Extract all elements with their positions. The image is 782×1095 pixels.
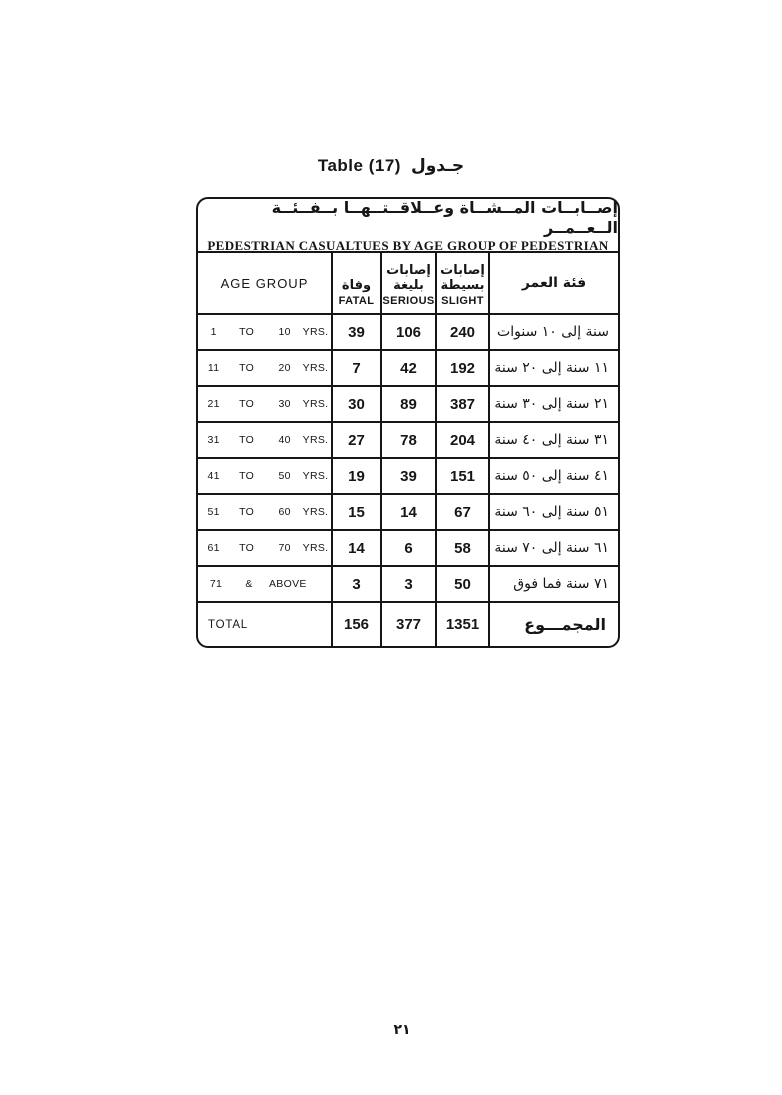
age-arabic-cell: ٢١ سنة إلى ٣٠ سنة: [494, 396, 609, 412]
table-row: [198, 567, 618, 603]
page-heading: [0, 156, 782, 176]
age-arabic-cell: ٤١ سنة إلى ٥٠ سنة: [494, 468, 609, 484]
age-group-cell: [198, 423, 333, 457]
table-title: [198, 199, 618, 253]
page-heading-ar: جـدول: [410, 156, 465, 176]
slight-cell: 204: [437, 423, 490, 457]
slight-cell: 151: [437, 459, 490, 493]
age-conn: TO: [239, 326, 255, 338]
age-group-cell: [198, 531, 333, 565]
table-title-arabic: إصــابــات المــشــاة وعــلاقــتــهــا بــفــئــة الــعــمــر: [271, 198, 618, 237]
table-total-row: [198, 603, 618, 646]
age-group-cell: [198, 459, 333, 493]
age-from: 31: [207, 434, 220, 446]
fatal-cell: 27: [333, 423, 382, 457]
table-row: [198, 351, 618, 387]
header-serious-english: SERIOUS: [382, 295, 435, 307]
header-slight-english: SLIGHT: [441, 295, 484, 307]
age-group-cell: [198, 315, 333, 349]
page-heading-en: Table (17): [317, 156, 401, 175]
age-to: 10: [278, 326, 291, 338]
age-unit: YRS.: [302, 362, 329, 374]
age-group-cell: [198, 351, 333, 385]
age-to: ABOVE: [269, 578, 307, 590]
age-from: 51: [207, 506, 220, 518]
header-serious-arabic-2: بليغة: [393, 278, 424, 293]
age-from: 71: [209, 578, 223, 590]
header-age-group: [198, 253, 333, 313]
fatal-cell: 39: [333, 315, 382, 349]
age-arabic-cell: ٧١ سنة فما فوق: [513, 576, 609, 592]
header-serious-arabic-1: إصابات: [386, 263, 431, 278]
serious-cell: 3: [382, 567, 437, 601]
slight-cell: 192: [437, 351, 490, 385]
age-conn: TO: [239, 362, 255, 374]
age-from: 21: [207, 398, 220, 410]
age-from: 11: [207, 362, 220, 374]
age-conn: TO: [239, 542, 255, 554]
fatal-cell: 3: [333, 567, 382, 601]
header-slight: [437, 253, 490, 313]
table-title-english: PEDESTRIAN CASUALTUES BY AGE GROUP OF PEDESTRIAN: [207, 238, 609, 253]
age-conn: TO: [239, 434, 255, 446]
header-fatal: [333, 253, 382, 313]
age-group-cell: [198, 387, 333, 421]
header-fatal-english: FATAL: [338, 295, 375, 307]
serious-cell: 89: [382, 387, 437, 421]
table-header-row: [198, 253, 618, 315]
casualties-table: [196, 197, 620, 648]
serious-cell: 6: [382, 531, 437, 565]
total-serious-cell: 377: [382, 603, 437, 646]
age-arabic-cell: ٦١ سنة إلى ٧٠ سنة: [494, 540, 609, 556]
header-age-arabic-label: فئة العمر: [521, 275, 587, 291]
total-label-cell: TOTAL: [198, 603, 333, 646]
table-row: [198, 531, 618, 567]
page-number: ٢١: [393, 1022, 411, 1038]
table-row: [198, 459, 618, 495]
total-fatal-cell: 156: [333, 603, 382, 646]
header-serious: [382, 253, 437, 313]
slight-cell: 58: [437, 531, 490, 565]
age-conn: TO: [239, 506, 255, 518]
age-conn: TO: [239, 470, 255, 482]
serious-cell: 39: [382, 459, 437, 493]
table-row: [198, 315, 618, 351]
table-row: [198, 387, 618, 423]
header-fatal-arabic: وفاة: [341, 278, 372, 293]
serious-cell: 106: [382, 315, 437, 349]
age-to: 60: [278, 506, 291, 518]
fatal-cell: 30: [333, 387, 382, 421]
serious-cell: 78: [382, 423, 437, 457]
age-group-cell: [198, 495, 333, 529]
fatal-cell: 19: [333, 459, 382, 493]
header-slight-arabic-1: إصابات: [440, 263, 485, 278]
serious-cell: 14: [382, 495, 437, 529]
fatal-cell: 14: [333, 531, 382, 565]
header-slight-arabic-2: بسيطة: [440, 278, 485, 293]
age-to: 30: [278, 398, 291, 410]
slight-cell: 67: [437, 495, 490, 529]
fatal-cell: 7: [333, 351, 382, 385]
table-row: [198, 495, 618, 531]
age-arabic-cell: ٣١ سنة إلى ٤٠ سنة: [494, 432, 609, 448]
age-group-cell: [198, 567, 333, 601]
age-to: 70: [278, 542, 291, 554]
age-arabic-cell: سنة إلى ١٠ سنوات: [497, 324, 609, 340]
total-slight-cell: 1351: [437, 603, 490, 646]
slight-cell: 240: [437, 315, 490, 349]
age-arabic-cell: ١١ سنة إلى ٢٠ سنة: [494, 360, 609, 376]
age-conn: TO: [239, 398, 255, 410]
header-age-arabic: [490, 253, 618, 313]
age-conn: &: [245, 578, 253, 590]
age-to: 40: [278, 434, 291, 446]
age-to: 20: [278, 362, 291, 374]
age-unit: YRS.: [302, 434, 329, 446]
slight-cell: 50: [437, 567, 490, 601]
age-unit: YRS.: [302, 542, 329, 554]
age-unit: YRS.: [302, 506, 329, 518]
age-unit: YRS.: [302, 398, 329, 410]
age-from: 61: [207, 542, 220, 554]
slight-cell: 387: [437, 387, 490, 421]
age-from: 1: [210, 326, 217, 338]
age-arabic-cell: ٥١ سنة إلى ٦٠ سنة: [494, 504, 609, 520]
table-row: [198, 423, 618, 459]
fatal-cell: 15: [333, 495, 382, 529]
age-to: 50: [278, 470, 291, 482]
age-unit: YRS.: [302, 326, 329, 338]
age-from: 41: [207, 470, 220, 482]
header-age-group-label: AGE GROUP: [220, 275, 309, 291]
total-arabic-cell: المجمـــوع: [524, 615, 606, 634]
age-unit: YRS.: [302, 470, 329, 482]
serious-cell: 42: [382, 351, 437, 385]
